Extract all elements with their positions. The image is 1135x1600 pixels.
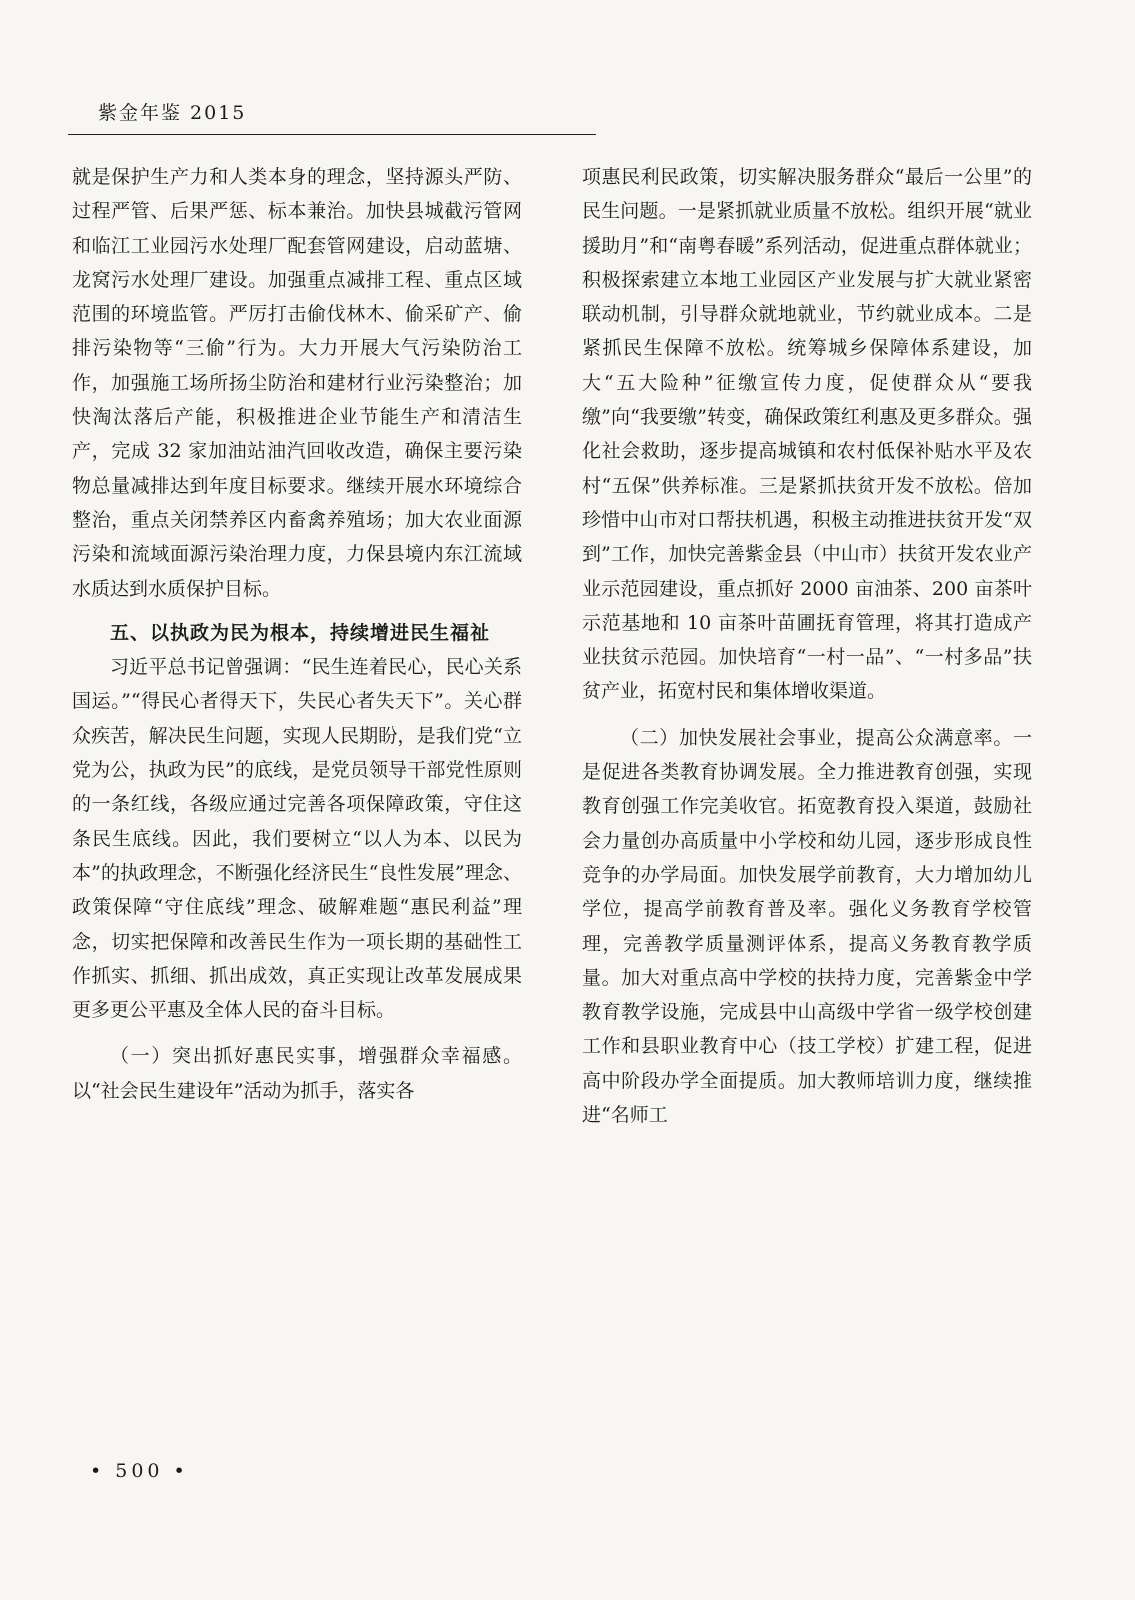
paragraph-environment: 就是保护生产力和人类本身的理念，坚持源头严防、过程严管、后果严惩、标本兼治。加快县城截污管网和临江工业园污水处理厂配套管网建设，启动蓝塘、龙窝污水处理厂建设。加强重点减排工程、重点区域范围的环境监管。严厉打击偷伐林木、偷采矿产、偷排污染物等“三偷”行为。大力开展大气污染防治工作，加强施工场所扬尘防治和建材行业污染整治；加快淘汰落后产能，积极推进企业节能生产和清洁生产，完成 32 家加油站油汽回收改造，确保主要污染物总量减排达到年度目标要求。继续开展水环境综合整治，重点关闭禁养区内畜禽养殖场；加大农业面源污染和流域面源污染治理力度，力保县境内东江流域水质达到水质保护目标。 xyxy=(72,166,522,600)
paragraph-livelihood: 习近平总书记曾强调：“民生连着民心，民心关系国运。”“得民心者得天下，失民心者失天下”。关心群众疾苦，解决民生问题，实现人民期盼，是我们党“立党为公，执政为民”的底线，是党员领导干部党性原则的一条红线，各级应通过完善各项保障政策，守住这条民生底线。因此，我们要树立“以人为本、以民为本”的执政理念，不断强化经济民生“良性发展”理念、政策保障“守住底线”理念、破解难题“惠民利益”理念，切实把保障和改善民生作为一项长期的基础性工作抓实、抓细、抓出成效，真正实现让改革发展成果更多更公平惠及全体人民的奋斗目标。 xyxy=(72,656,522,1022)
paragraph-subsection-two: （二）加快发展社会事业，提高公众满意率。一是促进各类教育协调发展。全力推进教育创强，实现教育创强工作完美收官。拓宽教育投入渠道，鼓励社会力量创办高质量中小学校和幼儿园，逐步形成良性竞争的办学局面。加快发展学前教育，大力增加幼儿学位，提高学前教育普及率。强化义务教育学校管理，完善教学质量测评体系，提高义务教育教学质量。加大对重点高中学校的扶持力度，完善紫金中学教育教学设施，完成县中山高级中学省一级学校创建工作和县职业教育中心（技工学校）扩建工程，促进高中阶段办学全面提质。加大教师培训力度，继续推进“名师工 xyxy=(582,726,1032,1127)
left-column xyxy=(72,160,522,1108)
paragraph-subsection-one: （一）突出抓好惠民实事，增强群众幸福感。以“社会民生建设年”活动为抓手，落实各 xyxy=(72,1045,522,1102)
right-column xyxy=(582,160,1032,1132)
header-rule xyxy=(68,134,596,135)
page-number: • 500 • xyxy=(90,1460,189,1482)
paragraph-policies: 项惠民利民政策，切实解决服务群众“最后一公里”的民生问题。一是紧抓就业质量不放松。组织开展“就业援助月”和“南粤春暖”系列活动，促进重点群体就业；积极探索建立本地工业园区产业发展与扩大就业紧密联动机制，引导群众就地就业，节约就业成本。二是紧抓民生保障不放松。统筹城乡保障体系建设，加大“五大险种”征缴宣传力度，促使群众从“要我缴”向“我要缴”转变，确保政策红利惠及更多群众。强化社会救助，逐步提高城镇和农村低保补贴水平及农村“五保”供养标准。三是紧抓扶贫开发不放松。倍加珍惜中山市对口帮扶机遇，积极主动推进扶贫开发“双到”工作，加快完善紫金县（中山市）扶贫开发农业产业示范园建设，重点抓好 2000 亩油茶、200 亩茶叶示范基地和 10 亩茶叶苗圃抚育管理，将其打造成产业扶贫示范园。加快培育“一村一品”、“一村多品”扶贫产业，拓宽村民和集体增收渠道。 xyxy=(582,166,1032,703)
running-header: 紫金年鉴 2015 xyxy=(98,102,247,124)
section-heading-five: 五、以执政为民为根本，持续增进民生福祉 xyxy=(110,621,491,644)
